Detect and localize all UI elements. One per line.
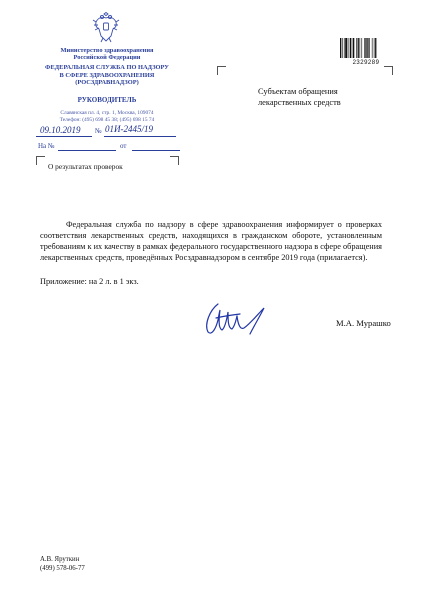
signer-name: М.А. Мурашко — [336, 318, 391, 328]
letter-body: Федеральная служба по надзору в сфере здравоохранения информирует о проверках соответствия лекарственных средств, находящихся в гражданском обороте, установленным требованиям к их качеству в рамках федерального государственного надзора в сфере обращения лекарственных средств, проведённых Росздравнадзором в сентябре 2019 года (прилагается). — [40, 220, 382, 262]
executor-phone: (499) 578-06-77 — [40, 565, 85, 572]
recipient-bracket-left — [217, 66, 226, 75]
reference-date-label: от — [120, 142, 127, 150]
coat-of-arms-emblem-icon — [92, 12, 120, 44]
registration-number-label: № — [95, 127, 102, 135]
letterhead-contacts — [36, 110, 178, 124]
recipient-line-1: Субъектам обращения — [258, 87, 338, 96]
registration-date: 09.10.2019 — [40, 125, 81, 135]
ministry-line-1: Министерство здравоохранения — [60, 47, 154, 54]
executor-name: А.В. Яруткин — [40, 556, 80, 563]
ministry-line-2: Российской Федерации — [73, 54, 141, 62]
barcode-icon — [340, 38, 390, 58]
service-line-1: ФЕДЕРАЛЬНАЯ СЛУЖБА ПО НАДЗОРУ — [45, 64, 169, 71]
service-name — [36, 64, 178, 87]
letterhead-role: РУКОВОДИТЕЛЬ — [77, 96, 137, 104]
letterhead-phone: Телефон: (495) 698 45 38; (495) 698 15 74 — [59, 116, 155, 123]
registration-number: 01И-2445/19 — [105, 124, 153, 134]
recipient-line-2: лекарственных средств — [258, 98, 341, 107]
reference-date-line — [132, 150, 180, 151]
reference-number-label: На № — [38, 142, 55, 150]
recipient-bracket-right — [384, 66, 393, 75]
service-line-3: (РОСЗДРАВНАДЗОР) — [75, 79, 139, 87]
letterhead-address: Славянская пл. 4, стр. 1, Москва, 109074 — [60, 110, 154, 116]
letter-subject: О результатах проверок — [48, 162, 123, 171]
barcode-number: 2329289 — [352, 60, 380, 66]
recipient — [258, 86, 388, 108]
attachment-note: Приложение: на 2 л. в 1 экз. — [40, 277, 139, 286]
number-underline — [104, 136, 176, 137]
subject-bracket-left — [36, 156, 45, 165]
service-line-2: В СФЕРЕ ЗДРАВООХРАНЕНИЯ — [59, 71, 155, 79]
reference-number-line — [58, 150, 116, 151]
date-underline — [36, 136, 92, 137]
handwritten-signature — [200, 298, 278, 340]
subject-bracket-right — [170, 156, 179, 165]
ministry-name — [36, 47, 178, 62]
